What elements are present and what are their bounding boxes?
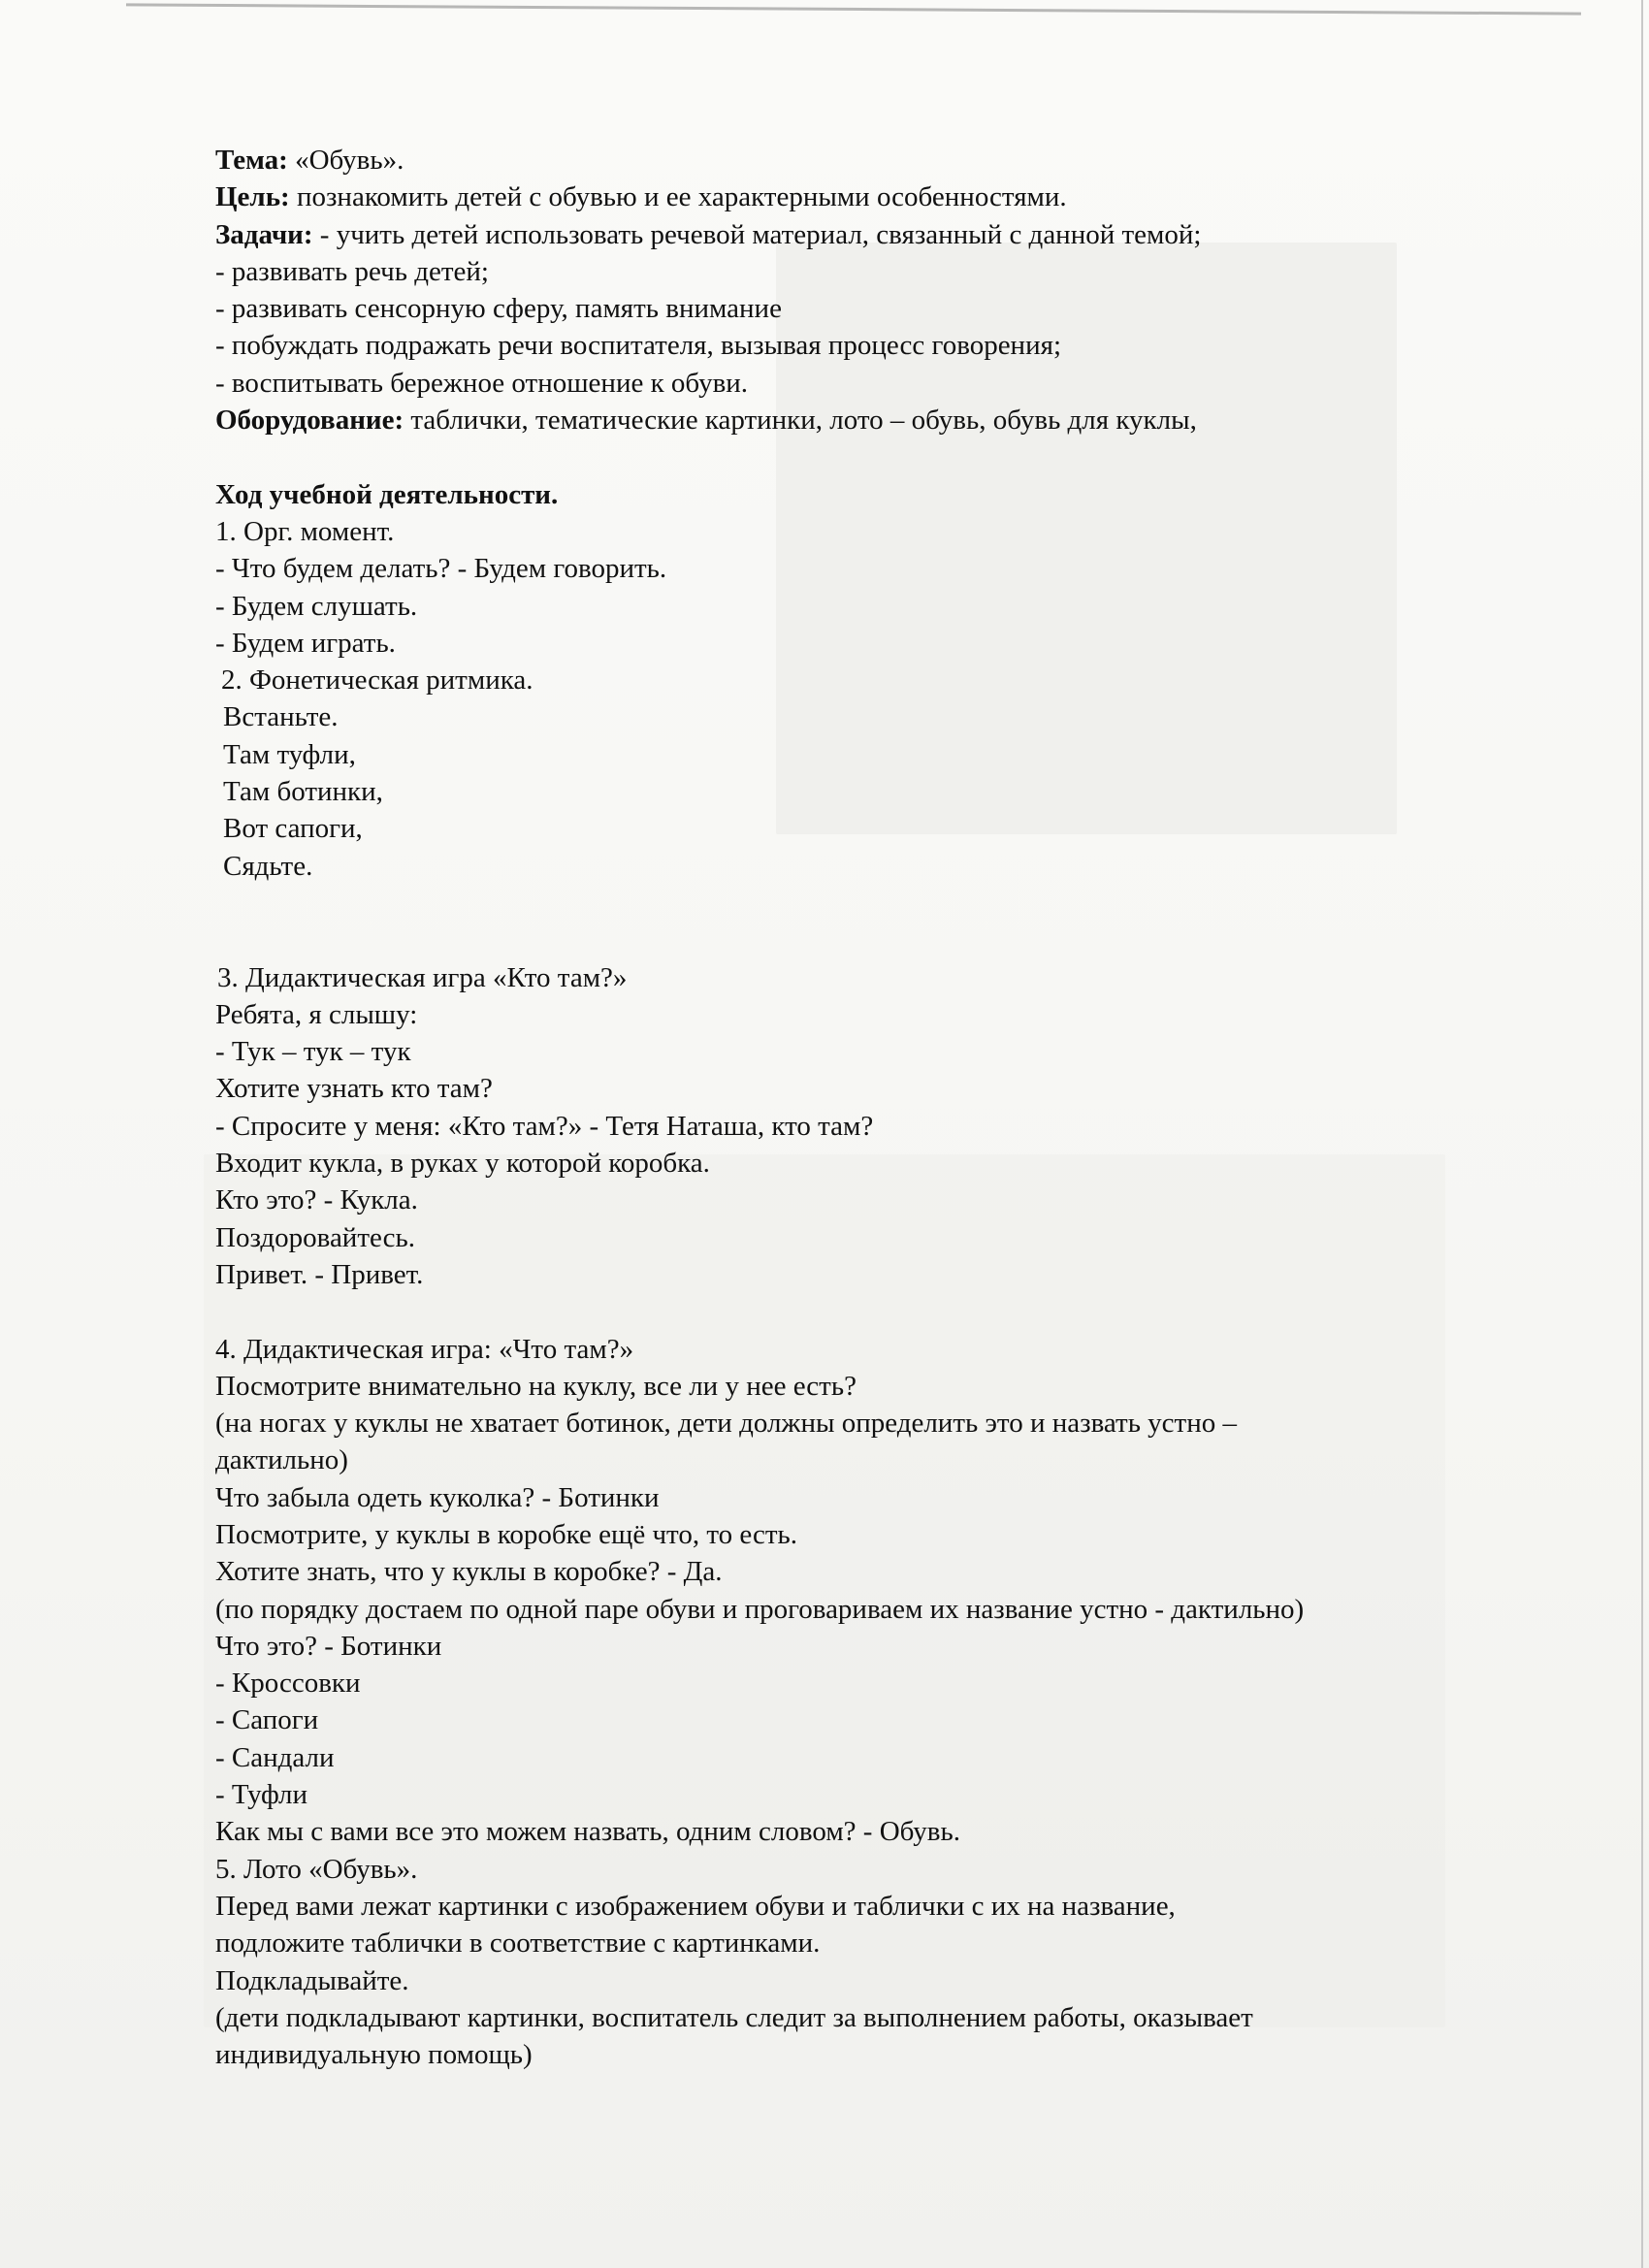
text-line: (на ногах у куклы не хватает ботинок, дети должны определить это и назвать устно – — [215, 1408, 1237, 1440]
equipment-value: таблички, тематические картинки, лото – обувь, обувь для куклы, — [404, 405, 1197, 437]
topic-line — [215, 142, 1496, 178]
task-item: - побуждать подражать речи воспитателя, вызывая процесс говорения; — [215, 330, 1061, 362]
section-5-title: 5. Лото «Обувь». — [215, 1853, 418, 1885]
goal-label: Цель: — [215, 181, 290, 213]
text-line: Поздоровайтесь. — [215, 1221, 415, 1253]
text-line: - Что будем делать? - Будем говорить. — [215, 553, 667, 585]
text-line: Там туфли, — [223, 738, 356, 770]
text-line: Перед вами лежат картинки с изображением обуви и таблички с их на название, — [215, 1890, 1176, 1922]
section-3-title: 3. Дидактическая игра «Кто там?» — [217, 961, 628, 993]
text-line: Посмотрите внимательно на куклу, все ли у нее есть? — [215, 1370, 857, 1402]
section-4-title: 4. Дидактическая игра: «Что там?» — [215, 1333, 634, 1365]
text-line: Что это? - Ботинки — [215, 1630, 442, 1662]
text-line: Подкладывайте. — [215, 1964, 409, 1996]
list-item: - Сапоги — [215, 1704, 319, 1736]
text-line: Входит кукла, в руках у которой коробка. — [215, 1148, 710, 1180]
equipment-label: Оборудование: — [215, 405, 404, 437]
text-line: Привет. - Привет. — [215, 1258, 424, 1290]
lesson-heading-text: Ход учебной деятельности. — [215, 478, 559, 510]
tasks-line — [215, 216, 1496, 253]
text-line: индивидуальную помощь) — [215, 2039, 533, 2071]
text-line: - Будем играть. — [215, 627, 396, 659]
text-line: Кто это? - Кукла. — [215, 1184, 418, 1216]
topic-value: «Обувь». — [287, 145, 404, 176]
text-line: - Тук – тук – тук — [215, 1036, 411, 1068]
list-item: - Сандали — [215, 1741, 335, 1773]
list-item: - Туфли — [215, 1779, 308, 1811]
section-1-title: 1. Орг. момент. — [215, 515, 395, 547]
text-line: Как мы с вами все это можем назвать, одним словом? - Обувь. — [215, 1816, 960, 1848]
text-line: Что забыла одеть куколка? - Ботинки — [215, 1481, 660, 1513]
section-2-title: 2. Фонетическая ритмика. — [221, 664, 534, 697]
list-item: - Кроссовки — [215, 1668, 361, 1700]
text-line: Вот сапоги, — [223, 813, 363, 845]
text-line: дактильно) — [215, 1444, 348, 1476]
spacer — [215, 885, 1496, 959]
scan-right-edge — [1641, 0, 1643, 2268]
goal-value: познакомить детей с обувью и ее характерными особенностями. — [289, 181, 1067, 213]
tasks-value: - учить детей использовать речевой материал, связанный с данной темой; — [312, 218, 1202, 250]
text-line: Там ботинки, — [223, 776, 383, 808]
text-line: Встаньте. — [223, 701, 339, 733]
task-item: - развивать сенсорную сферу, память внимание — [215, 293, 782, 325]
tasks-label: Задачи: — [215, 218, 313, 250]
topic-label: Тема: — [215, 145, 288, 176]
text-line: подложите таблички в соответствие с картинками. — [215, 1928, 821, 1960]
text-line: - Будем слушать. — [215, 590, 418, 622]
text-line: Ребята, я слышу: — [215, 998, 418, 1030]
goal-line — [215, 178, 1496, 215]
scan-top-edge — [126, 3, 1581, 15]
spacer — [215, 438, 1496, 475]
text-line: - Спросите у меня: «Кто там?» - Тетя Наташа, кто там? — [215, 1110, 874, 1142]
task-item: - развивать речь детей; — [215, 255, 489, 287]
text-line: Посмотрите, у куклы в коробке ещё что, то есть. — [215, 1518, 797, 1550]
document-body — [215, 142, 1496, 2073]
text-line: Сядьте. — [223, 850, 313, 882]
lesson-heading — [215, 476, 1496, 513]
equipment-line — [215, 402, 1496, 438]
text-line: Хотите знать, что у куклы в коробке? - Да. — [215, 1556, 723, 1588]
text-line: (по порядку достаем по одной паре обуви и проговариваем их название устно - дактильно) — [215, 1593, 1305, 1625]
spacer — [215, 1293, 1496, 1330]
task-item: - воспитывать бережное отношение к обуви. — [215, 367, 749, 399]
text-line: (дети подкладывают картинки, воспитатель следит за выполнением работы, оказывает — [215, 2001, 1253, 2033]
text-line: Хотите узнать кто там? — [215, 1073, 493, 1105]
